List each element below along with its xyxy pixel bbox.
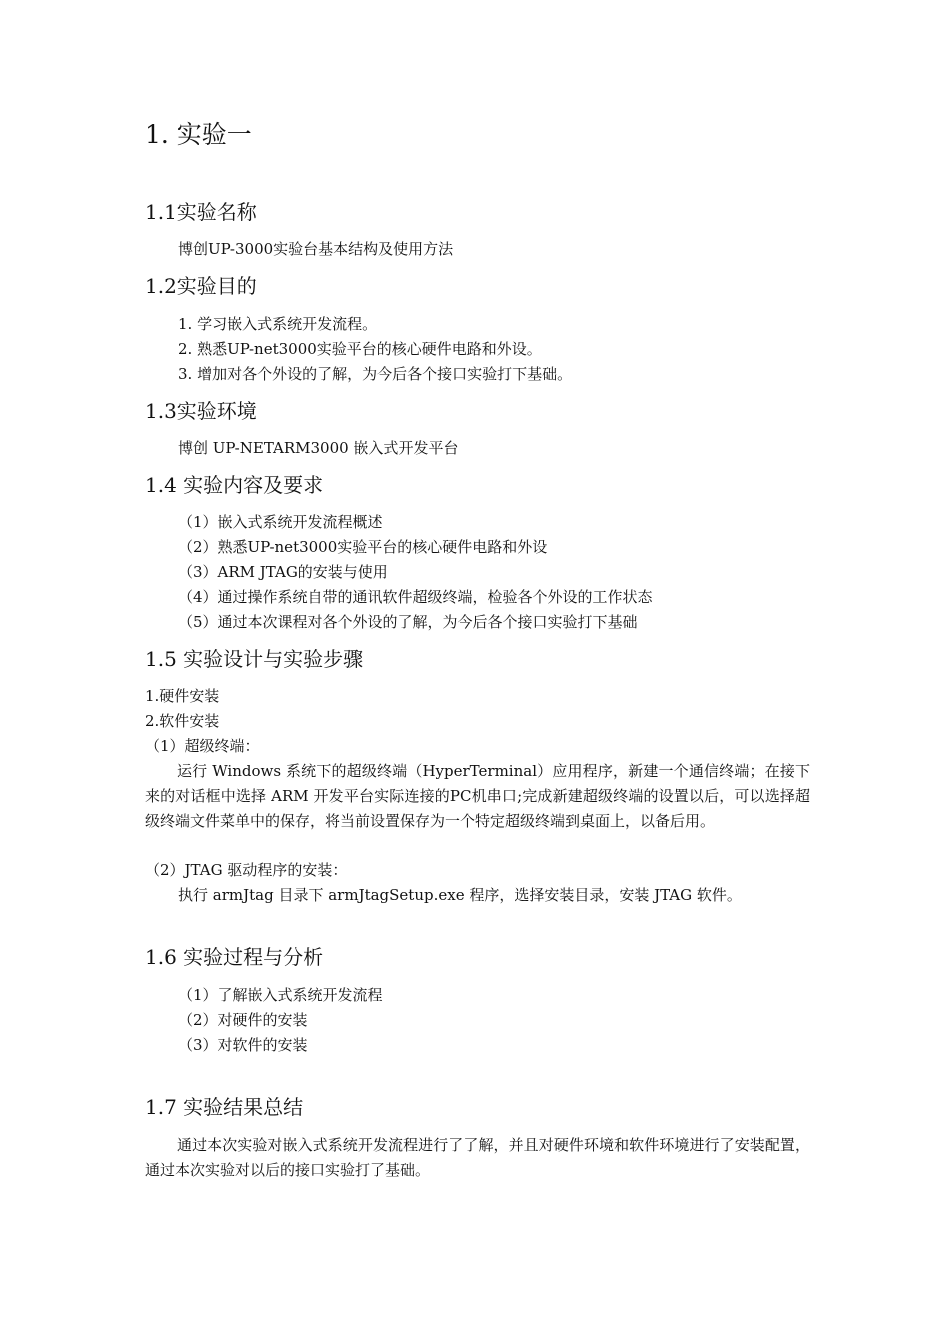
purpose-item: 1. 学习嵌入式系统开发流程。 xyxy=(178,315,378,333)
process-item: （3）对软件的安装 xyxy=(178,1036,308,1054)
section-heading-design: 1.5 实验设计与实验步骤 xyxy=(145,647,364,671)
section-heading-purpose: 1.2实验目的 xyxy=(145,274,257,298)
experiment-name-text: 博创UP-3000实验台基本结构及使用方法 xyxy=(178,240,454,258)
section-heading-environment: 1.3实验环境 xyxy=(145,399,257,423)
process-item: （1）了解嵌入式系统开发流程 xyxy=(178,986,383,1004)
content-item: （5）通过本次课程对各个外设的了解，为今后各个接口实验打下基础 xyxy=(178,613,638,631)
substep-paragraph: 执行 armJtag 目录下 armJtagSetup.exe 程序，选择安装目录，安装 JTAG 软件。 xyxy=(178,886,742,904)
section-heading-name: 1.1实验名称 xyxy=(145,200,257,224)
section-heading-summary: 1.7 实验结果总结 xyxy=(145,1095,304,1119)
step-hardware: 1.硬件安装 xyxy=(145,687,220,705)
content-item: （2）熟悉UP-net3000实验平台的核心硬件电路和外设 xyxy=(178,538,548,556)
environment-text: 博创 UP-NETARM3000 嵌入式开发平台 xyxy=(178,439,459,457)
section-heading-process: 1.6 实验过程与分析 xyxy=(145,945,324,969)
substep-title: （1）超级终端： xyxy=(145,737,260,755)
process-item: （2）对硬件的安装 xyxy=(178,1011,308,1029)
content-item: （1）嵌入式系统开发流程概述 xyxy=(178,513,383,531)
summary-paragraph: 通过本次实验对嵌入式系统开发流程进行了了解，并且对硬件环境和软件环境进行了安装配置，通过本次实验对以后的接口实验打了基础。 xyxy=(145,1136,810,1179)
section-heading-content: 1.4 实验内容及要求 xyxy=(145,473,324,497)
purpose-item: 3. 增加对各个外设的了解，为今后各个接口实验打下基础。 xyxy=(178,365,573,383)
purpose-item: 2. 熟悉UP-net3000实验平台的核心硬件电路和外设。 xyxy=(178,340,542,358)
step-software: 2.软件安装 xyxy=(145,712,220,730)
chapter-title: 1. 实验一 xyxy=(145,120,252,149)
substep-paragraph: 运行 Windows 系统下的超级终端（HyperTerminal）应用程序，新建一个通信终端；在接下来的对话框中选择 ARM 开发平台实际连接的PC机串口;完成新建超级终端的设置以后，可以选择超级终端文件菜单中的保存，将当前设置保存为一个特定超级终端到桌面上，以备后用。 xyxy=(145,762,810,830)
substep-title: （2）JTAG 驱动程序的安装： xyxy=(145,861,348,879)
content-item: （4）通过操作系统自带的通讯软件超级终端，检验各个外设的工作状态 xyxy=(178,588,653,606)
content-item: （3）ARM JTAG的安装与使用 xyxy=(178,563,388,581)
